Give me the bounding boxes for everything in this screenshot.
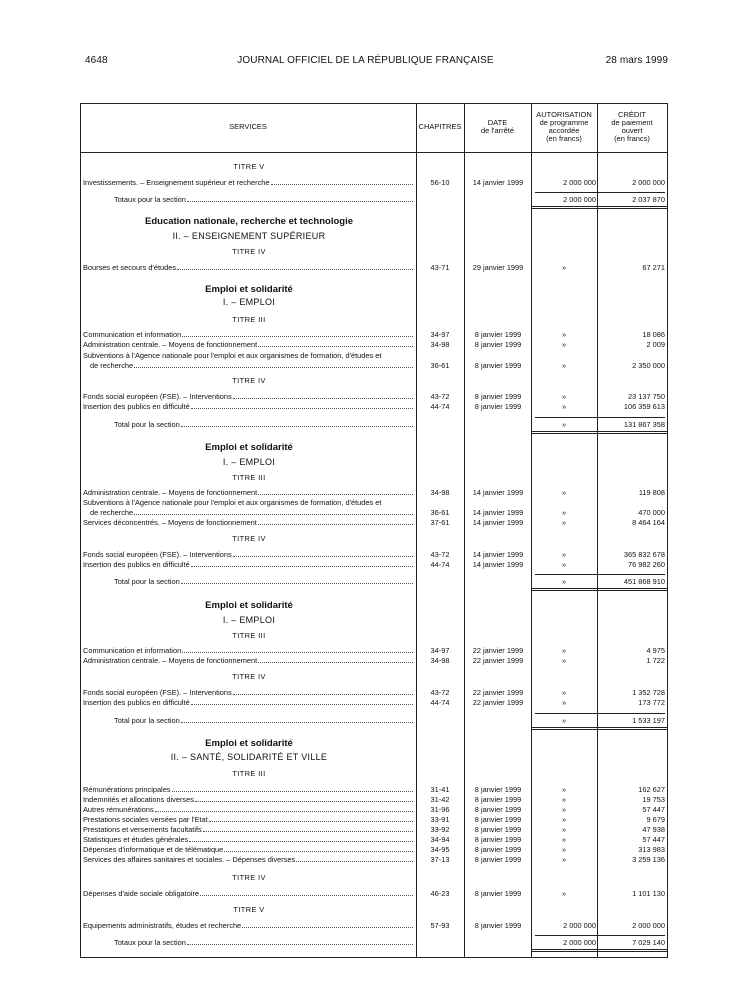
table-row <box>80 835 668 845</box>
date-cell: 8 janvier 1999 <box>474 855 522 864</box>
date-cell: 22 janvier 1999 <box>472 646 524 655</box>
col-header-ap-line4: (en francs) <box>546 134 582 143</box>
service-label <box>83 560 413 570</box>
leader-dots <box>258 656 413 663</box>
credit-cell: 106 359 613 <box>623 402 665 411</box>
autorisation-cell: » <box>561 560 567 569</box>
service-text: Statistiques et études générales <box>83 835 189 844</box>
leader-dots <box>203 825 413 832</box>
titre-heading: TITRE III <box>232 631 266 640</box>
autorisation-cell: » <box>561 263 567 272</box>
leader-dots <box>195 795 413 802</box>
service-label <box>83 889 413 899</box>
date-cell: 8 janvier 1999 <box>474 330 522 339</box>
service-text: Services déconcentrés. – Moyens de fonctionnement <box>83 518 257 527</box>
leader-dots <box>181 716 413 723</box>
leader-dots <box>224 845 413 852</box>
service-text: Fonds social européen (FSE). – Interventions <box>83 392 232 401</box>
service-label <box>83 855 413 865</box>
credit-cell: 119 808 <box>638 488 665 497</box>
total-row <box>80 420 668 430</box>
leader-dots <box>181 577 413 584</box>
service-text: Bourses et secours d'études <box>83 263 177 272</box>
chapitre-cell: 31-42 <box>430 795 450 804</box>
service-label <box>83 815 413 825</box>
autorisation-cell: » <box>561 550 567 559</box>
chapitre-cell: 34-95 <box>430 845 450 854</box>
table-row <box>80 330 668 340</box>
service-text: Prestations sociales versées par l'Etat <box>83 815 208 824</box>
leader-dots <box>242 921 413 928</box>
issue-date: 28 mars 1999 <box>605 55 668 66</box>
credit-cell: 470 000 <box>638 508 665 517</box>
autorisation-cell: » <box>561 361 567 370</box>
service-text: Total pour la section <box>114 716 180 725</box>
table-row <box>80 656 668 666</box>
table-row <box>80 178 668 188</box>
service-text: Insertion des publics en difficulté <box>83 402 190 411</box>
credit-cell: 365 832 678 <box>623 550 665 559</box>
titre-heading: TITRE IV <box>232 672 266 681</box>
total-rule <box>535 713 665 714</box>
autorisation-cell: 2 000 000 <box>563 178 596 187</box>
credit-cell: 57 447 <box>642 805 665 814</box>
credit-cell: 1 101 130 <box>632 889 665 898</box>
credit-cell: 1 533 197 <box>632 716 665 725</box>
credit-cell: 2 000 000 <box>632 178 665 187</box>
titre-heading: TITRE IV <box>232 873 266 882</box>
leader-dots <box>191 402 413 409</box>
service-text: Total pour la section <box>114 577 180 586</box>
leader-dots <box>172 785 413 792</box>
service-label <box>83 178 413 188</box>
chapitre-cell: 36-61 <box>430 508 450 517</box>
autorisation-cell: » <box>561 815 567 824</box>
autorisation-cell: » <box>561 508 567 517</box>
leader-dots <box>233 688 413 695</box>
service-text: Fonds social européen (FSE). – Interventions <box>83 550 232 559</box>
table-row <box>80 698 668 708</box>
chapitre-cell: 37-13 <box>430 855 450 864</box>
titre-heading: TITRE III <box>232 473 266 482</box>
service-text: Totaux pour la section <box>114 938 186 947</box>
section-heading: Emploi et solidarité <box>205 600 293 611</box>
titre-heading: TITRE V <box>233 905 265 914</box>
page-number: 4648 <box>85 55 108 66</box>
chapitre-cell: 34-98 <box>430 488 450 497</box>
credit-cell: 67 271 <box>642 263 665 272</box>
autorisation-cell: » <box>561 785 567 794</box>
service-text: Prestations et versements facultatifs <box>83 825 202 834</box>
autorisation-cell: » <box>561 825 567 834</box>
service-text: Administration centrale. – Moyens de fonctionnement <box>83 488 258 497</box>
autorisation-cell: » <box>561 420 567 429</box>
date-cell: 8 janvier 1999 <box>474 825 522 834</box>
total-row <box>80 938 668 948</box>
date-cell: 22 janvier 1999 <box>472 698 524 707</box>
credit-cell: 162 627 <box>638 785 665 794</box>
total-rule <box>535 417 665 418</box>
credit-cell: 7 029 140 <box>632 938 665 947</box>
credit-cell: 131 867 358 <box>623 420 665 429</box>
titre-heading: TITRE IV <box>232 247 266 256</box>
service-label <box>83 921 413 931</box>
chapitre-cell: 56-10 <box>430 178 450 187</box>
leader-dots <box>187 195 413 202</box>
service-text: Indemnités et allocations diverses <box>83 795 194 804</box>
autorisation-cell: » <box>561 835 567 844</box>
col-header-cp-line2: de paiement <box>611 118 653 127</box>
date-cell: 8 janvier 1999 <box>474 340 522 349</box>
service-label <box>83 656 413 666</box>
chapitre-cell: 37-61 <box>430 518 450 527</box>
service-text: Equipements administratifs, études et recherche <box>83 921 242 930</box>
date-cell: 8 janvier 1999 <box>474 835 522 844</box>
subsection-heading: I. – EMPLOI <box>222 615 276 625</box>
titre-heading: TITRE IV <box>232 376 266 385</box>
service-label <box>83 785 413 795</box>
table-row <box>80 921 668 931</box>
section-heading: Education nationale, recherche et technologie <box>145 216 353 227</box>
col-header-date-line2: de l'arrêté <box>480 126 515 135</box>
total-rule <box>535 935 665 936</box>
date-cell: 29 janvier 1999 <box>472 263 524 272</box>
col-header-autorisation <box>531 111 597 143</box>
service-text: Total pour la section <box>114 420 180 429</box>
table-row <box>80 688 668 698</box>
chapitre-cell: 43-72 <box>430 392 450 401</box>
credit-cell: 1 352 728 <box>632 688 665 697</box>
table-row <box>80 351 668 371</box>
date-cell: 14 janvier 1999 <box>472 560 524 569</box>
subsection-heading: I. – EMPLOI <box>222 457 276 467</box>
journal-title: JOURNAL OFFICIEL DE LA RÉPUBLIQUE FRANÇAISE <box>237 55 494 66</box>
service-label <box>83 340 413 350</box>
col-header-cp-line4: (en francs) <box>614 134 650 143</box>
chapitre-cell: 34-98 <box>430 656 450 665</box>
chapitre-cell: 43-72 <box>430 688 450 697</box>
credit-cell: 76 982 260 <box>628 560 665 569</box>
table-row <box>80 646 668 656</box>
chapitre-cell: 34-98 <box>430 340 450 349</box>
credit-cell: 19 753 <box>642 795 665 804</box>
service-label <box>114 195 413 205</box>
autorisation-cell: » <box>561 330 567 339</box>
service-label <box>114 938 413 948</box>
col-header-date-line1: DATE <box>487 118 508 127</box>
autorisation-cell: » <box>561 518 567 527</box>
section-heading: Emploi et solidarité <box>205 442 293 453</box>
service-text: Investissements. – Enseignement supérieur et recherche <box>83 178 270 187</box>
table-row <box>80 795 668 805</box>
autorisation-cell: » <box>561 392 567 401</box>
credit-cell: 173 772 <box>638 698 665 707</box>
credit-cell: 3 259 136 <box>632 855 665 864</box>
leader-dots <box>209 815 413 822</box>
leader-dots <box>182 330 413 337</box>
leader-dots <box>258 340 413 347</box>
subsection-heading: II. – ENSEIGNEMENT SUPÉRIEUR <box>172 231 326 241</box>
col-header-date <box>464 119 531 135</box>
col-header-credit <box>597 111 667 143</box>
table-row <box>80 815 668 825</box>
table-row <box>80 845 668 855</box>
chapitre-cell: 36-61 <box>430 361 450 370</box>
leader-dots <box>134 508 413 515</box>
date-cell: 8 janvier 1999 <box>474 392 522 401</box>
service-text: Administration centrale. – Moyens de fonctionnement <box>83 340 258 349</box>
titre-heading: TITRE III <box>232 769 266 778</box>
credit-cell: 2 009 <box>646 340 665 349</box>
date-cell: 8 janvier 1999 <box>474 805 522 814</box>
autorisation-cell: » <box>561 340 567 349</box>
service-label <box>83 646 413 656</box>
chapitre-cell: 31-41 <box>430 785 450 794</box>
section-heading: Emploi et solidarité <box>205 738 293 749</box>
table-row <box>80 550 668 560</box>
table-row <box>80 825 668 835</box>
service-label <box>83 550 413 560</box>
chapitre-cell: 57-93 <box>430 921 450 930</box>
service-label <box>83 845 413 855</box>
total-double-rule <box>532 431 667 434</box>
credits-table <box>80 103 668 958</box>
service-text: Totaux pour la section <box>114 195 186 204</box>
titre-heading: TITRE V <box>233 162 265 171</box>
autorisation-cell: 2 000 000 <box>563 195 596 204</box>
date-cell: 8 janvier 1999 <box>474 921 522 930</box>
titre-heading: TITRE III <box>232 315 266 324</box>
autorisation-cell: » <box>561 855 567 864</box>
credit-cell: 2 350 000 <box>632 361 665 370</box>
credit-cell: 4 975 <box>646 646 665 655</box>
table-row <box>80 889 668 899</box>
table-row <box>80 785 668 795</box>
service-text: Services des affaires sanitaires et sociales. – Dépenses diverses <box>83 855 296 864</box>
chapitre-cell: 44-74 <box>430 560 450 569</box>
chapitre-cell: 44-74 <box>430 698 450 707</box>
credit-cell: 8 464 164 <box>632 518 665 527</box>
service-label <box>90 508 413 518</box>
autorisation-cell: » <box>561 805 567 814</box>
date-cell: 8 janvier 1999 <box>474 845 522 854</box>
chapitre-cell: 33-92 <box>430 825 450 834</box>
autorisation-cell: » <box>561 795 567 804</box>
table-row <box>80 488 668 498</box>
table-row <box>80 402 668 412</box>
leader-dots <box>191 698 413 705</box>
col-header-services: SERVICES <box>229 122 267 131</box>
service-label <box>114 420 413 430</box>
date-cell: 8 janvier 1999 <box>474 402 522 411</box>
chapitre-cell: 43-71 <box>430 263 450 272</box>
subsection-heading: II. – SANTÉ, SOLIDARITÉ ET VILLE <box>170 752 328 762</box>
col-header-ap-line3: accordée <box>548 126 580 135</box>
autorisation-cell: 2 000 000 <box>563 921 596 930</box>
total-double-rule <box>532 206 667 209</box>
table-row <box>80 392 668 402</box>
autorisation-cell: » <box>561 698 567 707</box>
autorisation-cell: 2 000 000 <box>563 938 596 947</box>
date-cell: 14 janvier 1999 <box>472 550 524 559</box>
date-cell: 14 janvier 1999 <box>472 178 524 187</box>
leader-dots <box>233 550 413 557</box>
leader-dots <box>134 361 413 368</box>
table-row <box>80 498 668 518</box>
service-text: de recherche <box>90 508 134 517</box>
autorisation-cell: » <box>561 716 567 725</box>
chapitre-cell: 43-72 <box>430 550 450 559</box>
col-header-cp-line1: CRÉDIT <box>618 110 646 119</box>
service-label <box>83 825 413 835</box>
table-row <box>80 518 668 528</box>
chapitre-cell: 34-94 <box>430 835 450 844</box>
total-row <box>80 577 668 587</box>
header-bottom-rule <box>80 152 668 153</box>
chapitre-cell: 46-23 <box>430 889 450 898</box>
credit-cell: 1 722 <box>646 656 665 665</box>
table-row <box>80 855 668 865</box>
service-text: Communication et information <box>83 646 182 655</box>
credit-cell: 18 086 <box>642 330 665 339</box>
service-label <box>83 488 413 498</box>
chapitre-cell: 34-97 <box>430 330 450 339</box>
section-heading: Emploi et solidarité <box>205 284 293 295</box>
service-label <box>83 698 413 708</box>
service-text: Insertion des publics en difficulté <box>83 560 190 569</box>
date-cell: 14 janvier 1999 <box>472 508 524 517</box>
leader-dots <box>233 392 413 399</box>
service-text: Communication et information <box>83 330 182 339</box>
chapitre-cell: 33-91 <box>430 815 450 824</box>
credit-cell: 23 137 750 <box>628 392 665 401</box>
date-cell: 8 janvier 1999 <box>474 785 522 794</box>
col-header-ap-line1: AUTORISATION <box>536 110 592 119</box>
table-bottom-rule <box>80 957 668 958</box>
chapitre-cell: 31-96 <box>430 805 450 814</box>
table-row <box>80 263 668 273</box>
leader-dots <box>258 488 413 495</box>
autorisation-cell: » <box>561 845 567 854</box>
service-label <box>83 330 413 340</box>
service-label <box>83 402 413 412</box>
autorisation-cell: » <box>561 688 567 697</box>
service-text: Administration centrale. – Moyens de fonctionnement <box>83 656 258 665</box>
table-row <box>80 340 668 350</box>
autorisation-cell: » <box>561 646 567 655</box>
credit-cell: 57 447 <box>642 835 665 844</box>
date-cell: 8 janvier 1999 <box>474 889 522 898</box>
leader-dots <box>189 835 413 842</box>
total-rule <box>535 192 665 193</box>
service-label <box>83 263 413 273</box>
autorisation-cell: » <box>561 402 567 411</box>
credit-cell: 47 938 <box>642 825 665 834</box>
leader-dots <box>187 938 413 945</box>
leader-dots <box>182 646 413 653</box>
date-cell: 22 janvier 1999 <box>472 656 524 665</box>
credit-cell: 2 037 870 <box>632 195 665 204</box>
total-row <box>80 716 668 726</box>
leader-dots <box>191 560 413 567</box>
service-label <box>83 835 413 845</box>
leader-dots <box>155 805 413 812</box>
service-text: Insertion des publics en difficulté <box>83 698 190 707</box>
leader-dots <box>271 178 413 185</box>
chapitre-cell: 44-74 <box>430 402 450 411</box>
leader-dots <box>258 518 413 525</box>
service-label <box>90 361 413 371</box>
leader-dots <box>296 855 413 862</box>
service-label <box>83 688 413 698</box>
credit-cell: 9 679 <box>646 815 665 824</box>
date-cell: 8 janvier 1999 <box>474 361 522 370</box>
leader-dots <box>200 889 413 896</box>
service-label-line1: Subventions à l'Agence nationale pour l'emploi et aux organismes de formation, d'études et <box>83 498 382 507</box>
service-label <box>114 716 413 726</box>
total-row <box>80 195 668 205</box>
total-double-rule <box>532 727 667 730</box>
total-rule <box>535 574 665 575</box>
table-row <box>80 560 668 570</box>
titre-heading: TITRE IV <box>232 534 266 543</box>
date-cell: 14 janvier 1999 <box>472 488 524 497</box>
leader-dots <box>177 263 413 270</box>
credit-cell: 2 000 000 <box>632 921 665 930</box>
service-text: Fonds social européen (FSE). – Interventions <box>83 688 232 697</box>
service-text: Autres rémunérations <box>83 805 154 814</box>
autorisation-cell: » <box>561 889 567 898</box>
service-label <box>83 805 413 815</box>
service-label <box>83 795 413 805</box>
service-text: Dépenses d'informatique et de télématique <box>83 845 224 854</box>
service-text: Rémunérations principales <box>83 785 171 794</box>
col-header-ap-line2: de programme <box>539 118 589 127</box>
service-label <box>114 577 413 587</box>
autorisation-cell: » <box>561 656 567 665</box>
service-label <box>83 518 413 528</box>
date-cell: 22 janvier 1999 <box>472 688 524 697</box>
subsection-heading: I. – EMPLOI <box>222 297 276 307</box>
chapitre-cell: 34-97 <box>430 646 450 655</box>
service-label <box>83 392 413 402</box>
leader-dots <box>181 420 413 427</box>
total-double-rule <box>532 949 667 952</box>
service-text: Dépenses d'aide sociale obligatoire <box>83 889 200 898</box>
col-header-cp-line3: ouvert <box>621 126 643 135</box>
total-double-rule <box>532 588 667 591</box>
date-cell: 8 janvier 1999 <box>474 815 522 824</box>
credit-cell: 451 868 910 <box>623 577 665 586</box>
credit-cell: 313 983 <box>638 845 665 854</box>
autorisation-cell: » <box>561 488 567 497</box>
date-cell: 14 janvier 1999 <box>472 518 524 527</box>
autorisation-cell: » <box>561 577 567 586</box>
table-row <box>80 805 668 815</box>
table-top-rule <box>80 103 668 104</box>
service-label-line1: Subventions à l'Agence nationale pour l'emploi et aux organismes de formation, d'études et <box>83 351 382 360</box>
service-text: de recherche <box>90 361 134 370</box>
date-cell: 8 janvier 1999 <box>474 795 522 804</box>
col-header-chapitres: CHAPITRES <box>418 122 462 131</box>
